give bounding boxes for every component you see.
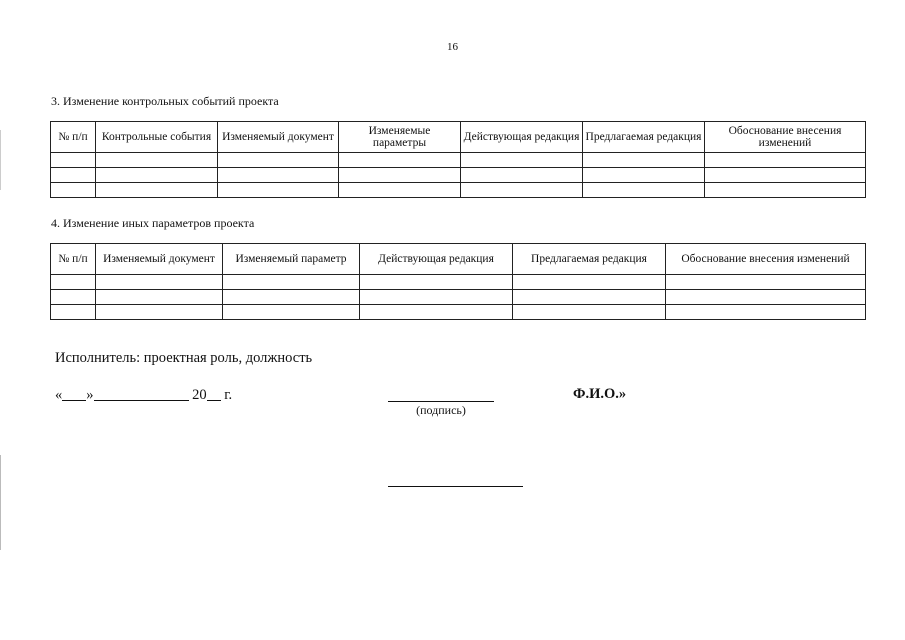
table-cell	[96, 290, 223, 305]
table-cell	[705, 183, 866, 198]
table-cell	[583, 183, 705, 198]
table-cell	[51, 275, 96, 290]
header-cell: Действующая редакция	[461, 122, 583, 153]
header-cell: Обоснование внесения изменений	[666, 244, 866, 275]
table-cell	[461, 153, 583, 168]
table-cell	[51, 305, 96, 320]
table-cell	[218, 168, 339, 183]
table-cell	[223, 275, 360, 290]
table-cell	[583, 153, 705, 168]
table-cell	[339, 153, 461, 168]
header-cell: Изменяемый параметр	[223, 244, 360, 275]
table-cell	[705, 153, 866, 168]
table-header-row	[51, 244, 866, 275]
header-cell: Изменяемые параметры	[339, 122, 461, 153]
signature-caption: (подпись)	[416, 403, 466, 417]
table-cell	[360, 290, 513, 305]
table-cell	[96, 275, 223, 290]
signature-line	[388, 401, 494, 402]
table-cell	[218, 183, 339, 198]
table-cell	[666, 290, 866, 305]
table-cell	[96, 305, 223, 320]
table-cell	[96, 168, 218, 183]
header-cell: Действующая редакция	[360, 244, 513, 275]
quote-close: »	[86, 387, 94, 403]
table-row	[51, 183, 866, 198]
table-cell	[223, 305, 360, 320]
table-row	[51, 168, 866, 183]
header-cell: Предлагаемая редакция	[513, 244, 666, 275]
table-cell	[360, 305, 513, 320]
table-cell	[705, 168, 866, 183]
scan-edge-mark	[0, 455, 1, 550]
header-cell: № п/п	[51, 244, 96, 275]
page-number: 16	[447, 41, 458, 53]
table-cell	[513, 275, 666, 290]
executor-label: Исполнитель: проектная роль, должность	[55, 350, 313, 366]
scan-edge-mark	[0, 130, 1, 190]
table-cell	[51, 290, 96, 305]
table-cell	[223, 290, 360, 305]
year-suffix: г.	[224, 387, 233, 403]
year-prefix: 20	[192, 387, 207, 403]
table-cell	[666, 275, 866, 290]
section-4-title: 4. Изменение иных параметров проекта	[51, 216, 255, 230]
table-cell	[51, 183, 96, 198]
table-cell	[583, 168, 705, 183]
table-cell	[666, 305, 866, 320]
header-cell: Контрольные события	[96, 122, 218, 153]
table-row	[51, 153, 866, 168]
table-cell	[513, 290, 666, 305]
month-blank	[94, 386, 189, 401]
header-cell: Изменяемый документ	[96, 244, 223, 275]
day-blank	[62, 386, 86, 401]
table-row	[51, 305, 866, 320]
table-cell	[339, 168, 461, 183]
year-blank	[207, 386, 221, 401]
table-cell	[51, 153, 96, 168]
date-line	[55, 386, 232, 404]
other-parameters-table	[50, 243, 866, 320]
table-row	[51, 290, 866, 305]
fio-label: Ф.И.О.»	[573, 386, 627, 402]
table-header-row	[51, 122, 866, 153]
table-cell	[360, 275, 513, 290]
table-cell	[513, 305, 666, 320]
table-cell	[96, 153, 218, 168]
section-3-title: 3. Изменение контрольных событий проекта	[51, 94, 279, 108]
header-cell: № п/п	[51, 122, 96, 153]
table-cell	[461, 168, 583, 183]
table-cell	[218, 153, 339, 168]
table-cell	[461, 183, 583, 198]
table-cell	[339, 183, 461, 198]
quote-open: «	[55, 387, 63, 403]
table-cell	[51, 168, 96, 183]
header-cell: Изменяемый документ	[218, 122, 339, 153]
control-events-table	[50, 121, 866, 198]
bottom-line	[388, 486, 523, 487]
header-cell: Предлагаемая редакция	[583, 122, 705, 153]
header-cell: Обоснование внесения изменений	[705, 122, 866, 153]
table-cell	[96, 183, 218, 198]
table-row	[51, 275, 866, 290]
